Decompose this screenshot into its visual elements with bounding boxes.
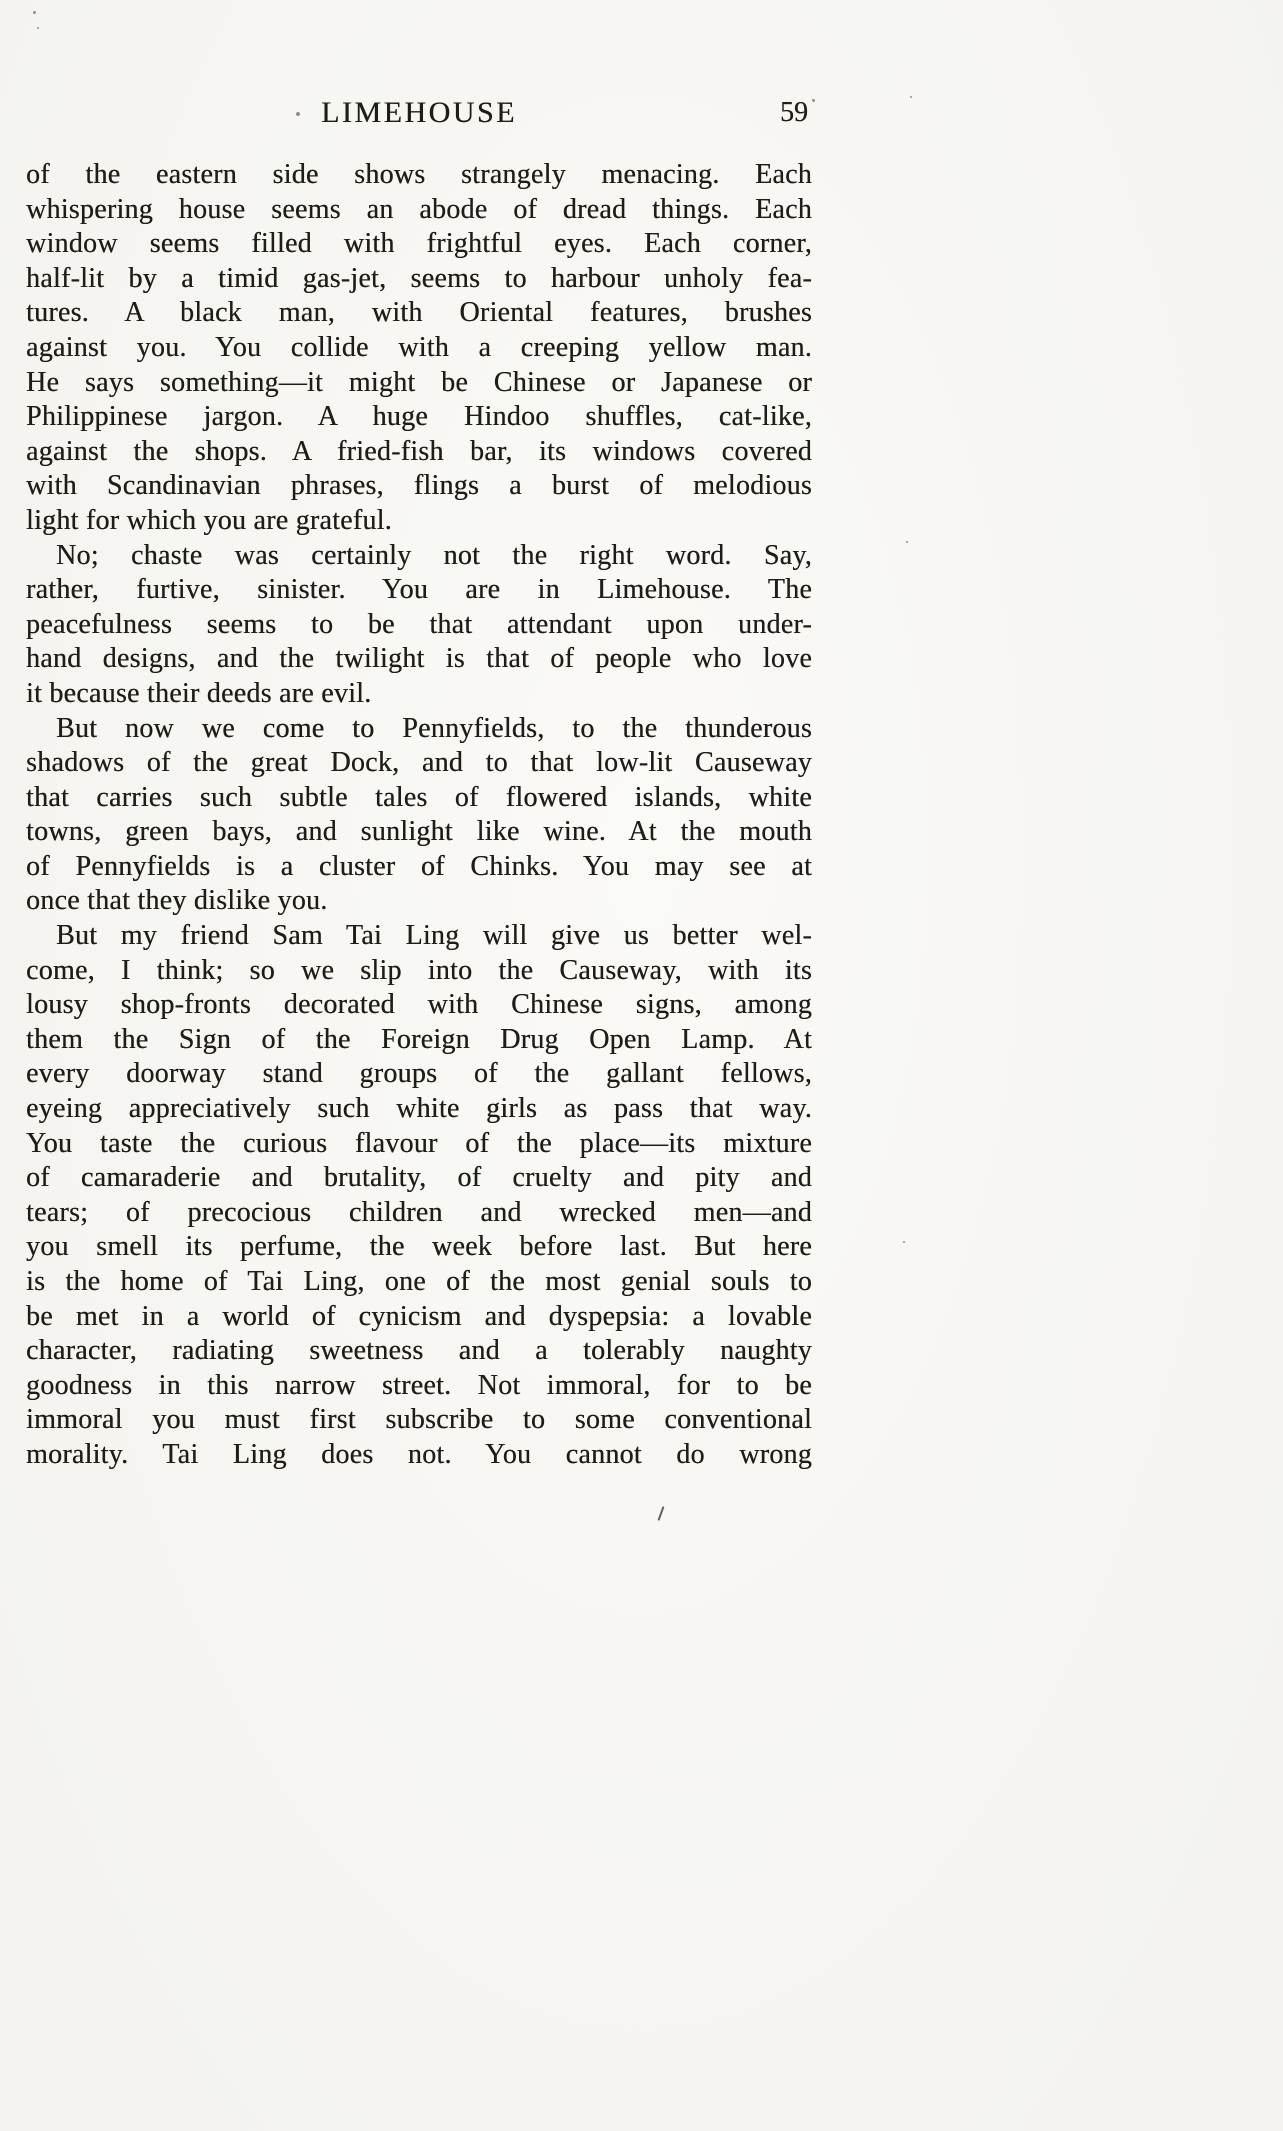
text-line: once that they dislike you. xyxy=(26,885,328,917)
text-line: with Scandinavian phrases, flings a burst of melodious xyxy=(26,470,812,502)
text-line: tears; of precocious children and wrecked men—and xyxy=(26,1196,812,1228)
text-column xyxy=(26,96,812,1473)
paragraph xyxy=(26,539,812,712)
text-line: that carries such subtle tales of flowered islands, white xyxy=(26,781,812,813)
scan-artifact xyxy=(812,99,815,102)
text-line: immoral you must first subscribe to some conventional xyxy=(26,1404,812,1436)
text-line: come, I think; so we slip into the Causeway, with its xyxy=(26,954,812,986)
text-line: half-lit by a timid gas-jet, seems to harbour unholy fea- xyxy=(26,262,812,294)
paragraph xyxy=(26,712,812,920)
text-line: eyeing appreciatively such white girls as pass that way. xyxy=(26,1093,812,1125)
running-title: LIMEHOUSE xyxy=(321,96,517,129)
scan-artifact xyxy=(910,96,912,98)
text-block xyxy=(26,158,812,1473)
text-line: hand designs, and the twilight is that of people who love xyxy=(26,643,812,675)
text-line: No; chaste was certainly not the right word. Say, xyxy=(56,539,812,571)
text-line: them the Sign of the Foreign Drug Open Lamp. At xyxy=(26,1023,812,1055)
text-line: whispering house seems an abode of dread things. Each xyxy=(26,193,812,225)
text-line: light for which you are grateful. xyxy=(26,504,392,536)
text-line: But now we come to Pennyfields, to the thunderous xyxy=(56,712,812,744)
text-line: peacefulness seems to be that attendant upon under- xyxy=(26,608,812,640)
scan-artifact xyxy=(296,112,300,116)
text-line: of camaraderie and brutality, of cruelty and pity and xyxy=(26,1162,812,1194)
text-line: But my friend Sam Tai Ling will give us better wel- xyxy=(56,920,812,952)
text-line: against you. You collide with a creeping yellow man. xyxy=(26,331,812,363)
paragraph xyxy=(26,919,812,1473)
text-line: of the eastern side shows strangely menacing. Each xyxy=(26,159,812,190)
scan-artifact xyxy=(657,1506,664,1521)
text-line: shadows of the great Dock, and to that low-lit Causeway xyxy=(26,747,812,779)
text-line: every doorway stand groups of the gallant fellows, xyxy=(26,1058,812,1090)
text-line: against the shops. A fried-fish bar, its windows covered xyxy=(26,435,812,467)
paragraph xyxy=(26,158,812,539)
scan-artifact xyxy=(33,11,36,14)
text-line: lousy shop-fronts decorated with Chinese signs, among xyxy=(26,989,812,1021)
text-line: goodness in this narrow street. Not immoral, for to be xyxy=(26,1369,812,1401)
page-number: 59 xyxy=(780,97,808,128)
text-line: You taste the curious flavour of the place—its mixture xyxy=(26,1127,812,1159)
text-line: be met in a world of cynicism and dyspepsia: a lovable xyxy=(26,1300,812,1332)
text-line: He says something—it might be Chinese or Japanese or xyxy=(26,366,812,398)
text-line: Philippinese jargon. A huge Hindoo shuffles, cat-like, xyxy=(26,401,812,433)
text-line: rather, furtive, sinister. You are in Limehouse. The xyxy=(26,574,812,606)
text-line: window seems filled with frightful eyes. Each corner, xyxy=(26,228,812,260)
scan-artifact xyxy=(906,541,908,543)
page-header xyxy=(26,96,812,132)
text-line: morality. Tai Ling does not. You cannot do wrong xyxy=(26,1438,812,1470)
text-line: it because their deeds are evil. xyxy=(26,677,372,709)
text-line: tures. A black man, with Oriental features, brushes xyxy=(26,297,812,329)
scan-artifact xyxy=(903,1241,905,1243)
text-line: of Pennyfields is a cluster of Chinks. You may see at xyxy=(26,850,812,882)
text-line: is the home of Tai Ling, one of the most genial souls to xyxy=(26,1266,812,1297)
text-line: towns, green bays, and sunlight like wine. At the mouth xyxy=(26,816,812,848)
text-line: you smell its perfume, the week before last. But here xyxy=(26,1231,812,1263)
scan-artifact xyxy=(37,27,39,29)
text-line: character, radiating sweetness and a tolerably naughty xyxy=(26,1335,812,1367)
